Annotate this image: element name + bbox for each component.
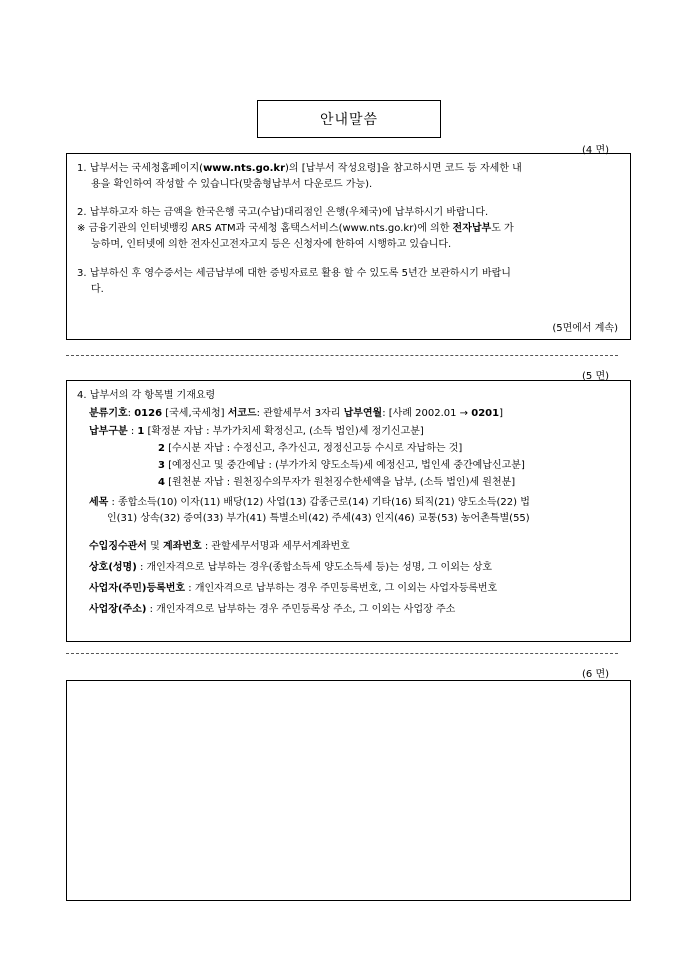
- page-title: [257, 100, 441, 138]
- classification-code: 0126: [134, 408, 163, 419]
- page-5-box: [66, 380, 631, 642]
- address-key: 사업장(주소): [89, 604, 147, 615]
- name-value: : 개인자격으로 납부하는 경우(종합소득세 양도소득세 등)는 성명, 그 이외는 상호: [136, 562, 493, 573]
- regno-row: [89, 583, 497, 595]
- pay-month-code: 0201: [471, 408, 500, 419]
- note-bold: 전자납부: [452, 223, 492, 234]
- note-text-pre: ※ 금융기관의 인터넷뱅킹 ARS ATM과 국세청 홈택스서비스(www.nts.go.kr)에 의한: [77, 223, 453, 234]
- payment-type-row-4: [158, 477, 515, 489]
- payment-type-key: 납부구분: [89, 426, 128, 437]
- pay-month-close: ]: [499, 408, 503, 419]
- note-text-post: 도 가: [491, 223, 514, 234]
- payment-type-row-3: [158, 460, 525, 472]
- classification-key: 분류기호: [89, 408, 128, 419]
- office-value: : 관할세무서명과 세무서계좌번호: [201, 541, 350, 552]
- address-value: : 개인자격으로 납부하는 경우 주민등록상 주소, 그 이외는 사업장 주소: [146, 604, 456, 615]
- payment-type-text: [원천분 자납 : 원천징수의무자가 원천징수한세액을 납부, (소득 법인)세 원천분]: [164, 477, 516, 488]
- payment-type-text: [예정신고 및 중간예납 : (부가가치 양도소득)세 예정신고, 법인세 중간예납신고분]: [164, 460, 525, 471]
- page-4-label: (4 면): [582, 145, 610, 156]
- page-4-box: [66, 153, 631, 340]
- item-1-text-pre: 1. 납부서는 국세청홈페이지(: [77, 163, 204, 174]
- item-3-line-2: 다.: [91, 284, 104, 295]
- sep: :: [127, 408, 135, 419]
- office-mid: 및: [146, 541, 163, 552]
- nts-url: www.nts.go.kr: [203, 163, 285, 174]
- account-key: 계좌번호: [163, 541, 202, 552]
- payment-type-text: [수시분 자납 : 수정신고, 추가신고, 정정신고등 수시로 자납하는 것]: [164, 443, 463, 454]
- name-row: [89, 562, 492, 574]
- page-5-label: (5 면): [582, 371, 610, 382]
- address-row: [89, 604, 455, 616]
- tax-items-text: : 종합소득(10) 이자(11) 배당(12) 사업(13) 갑종근로(14) 기타(16) 퇴직(21) 양도소득(22) 법: [108, 497, 530, 508]
- item-1-line-1: [77, 163, 522, 175]
- regno-value: : 개인자격으로 납부하는 경우 주민등록번호, 그 이외는 사업자등록번호: [185, 583, 498, 594]
- note-line-1: [77, 223, 514, 235]
- classification-desc: [국세,국세청]: [162, 408, 228, 419]
- payment-type-num: 1: [137, 426, 145, 437]
- regno-key: 사업자(주민)등록번호: [89, 583, 186, 594]
- item-4-heading: 4. 납부서의 각 항목별 기재요령: [77, 390, 216, 401]
- name-key: 상호(성명): [89, 562, 137, 573]
- continued-note: (5면에서 계속): [552, 323, 618, 334]
- pay-month-desc: : [사례 2002.01 →: [382, 408, 472, 419]
- row-classification: [89, 408, 503, 420]
- item-2: 2. 납부하고자 하는 금액을 한국은행 국고(수납)대리점인 은행(우체국)에 납부하시기 바랍니다.: [77, 207, 489, 218]
- pay-month-key: 납부연월: [343, 408, 383, 419]
- item-1-text-post: )의 [납부서 작성요령]을 참고하시면 코드 등 자세한 내: [285, 163, 522, 174]
- office-code-key: 서코드: [227, 408, 257, 419]
- payment-type-text: [확정분 자납 : 부가가치세 확정신고, (소득 법인)세 정기신고분]: [144, 426, 424, 437]
- tax-items-line-2: 인(31) 상속(32) 증여(33) 부가(41) 특별소비(42) 주세(43) 인지(46) 교통(53) 농어촌특별(55): [107, 513, 530, 524]
- divider-2: [66, 653, 618, 654]
- payment-type-num: 3: [158, 460, 165, 471]
- page-6-box: [66, 680, 631, 901]
- payment-type-num: 2: [158, 443, 165, 454]
- office-row: [89, 541, 350, 553]
- office-key: 수입징수관서: [89, 541, 147, 552]
- item-1-line-2: 용을 확인하여 작성할 수 있습니다(맞춤형납부서 다운로드 가능).: [91, 179, 373, 190]
- tax-items-key: 세목: [89, 497, 109, 508]
- colon: :: [127, 426, 138, 437]
- tax-items-line-1: [89, 497, 530, 509]
- payment-type-row-2: [158, 443, 462, 455]
- page-6-label: (6 면): [582, 669, 610, 680]
- payment-type-row-1: [89, 426, 424, 438]
- divider-1: [66, 355, 618, 356]
- note-line-2: 능하며, 인터넷에 의한 전자신고전자고지 등은 신청자에 한하여 시행하고 있습니다.: [91, 239, 452, 250]
- payment-type-num: 4: [158, 477, 165, 488]
- office-code-desc: : 관할세무서 3자리: [256, 408, 344, 419]
- item-3-line-1: 3. 납부하신 후 영수증서는 세금납부에 대한 증빙자료로 활용 할 수 있도록 5년간 보관하시기 바랍니: [77, 268, 511, 279]
- page-title-text: 안내말씀: [319, 112, 379, 128]
